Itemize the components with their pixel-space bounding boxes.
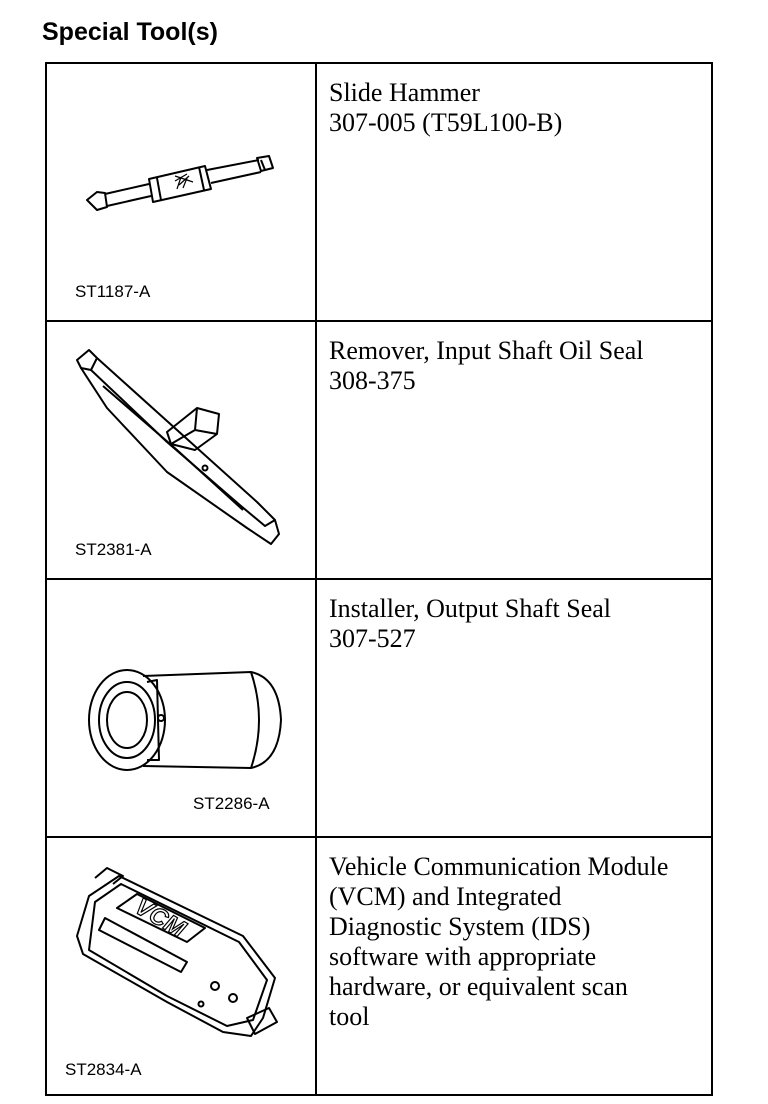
tool-code: ST2286-A xyxy=(193,794,270,813)
tool-name: Installer, Output Shaft Seal xyxy=(329,594,612,623)
tool-code: ST2381-A xyxy=(75,540,152,559)
tool-description-cell xyxy=(316,63,712,321)
tool-name: Vehicle Communication Module xyxy=(329,852,669,881)
tool-code: ST1187-A xyxy=(75,282,151,301)
tool-description-cell xyxy=(316,579,712,837)
tool-description-cell xyxy=(316,837,712,1095)
tool-name: Remover, Input Shaft Oil Seal xyxy=(329,336,644,365)
table-row xyxy=(46,63,712,321)
page-heading: Special Tool(s) xyxy=(42,18,218,46)
tool-code: ST2834-A xyxy=(65,1060,142,1079)
tool-name: hardware, or equivalent scan xyxy=(329,972,628,1001)
seal-installer-icon xyxy=(47,580,315,836)
tool-illustration-cell xyxy=(46,321,316,579)
tool-name: Slide Hammer xyxy=(329,78,480,107)
tool-number: 308-375 xyxy=(329,366,416,395)
vcm-label: VCM xyxy=(130,893,190,944)
tool-name: (VCM) and Integrated xyxy=(329,882,562,911)
special-tools-table xyxy=(45,62,713,1096)
tool-name: Diagnostic System (IDS) xyxy=(329,912,591,941)
tool-illustration-cell xyxy=(46,837,316,1095)
tool-number: 307-527 xyxy=(329,624,416,653)
tool-name: software with appropriate xyxy=(329,942,597,971)
tool-description-cell xyxy=(316,321,712,579)
tool-illustration-cell xyxy=(46,63,316,321)
tool-number: 307-005 (T59L100-B) xyxy=(329,108,563,137)
vcm-module-icon xyxy=(47,838,315,1094)
table-row xyxy=(46,321,712,579)
table-row xyxy=(46,837,712,1095)
tool-illustration-cell xyxy=(46,579,316,837)
table-row xyxy=(46,579,712,837)
tool-name: tool xyxy=(329,1002,370,1031)
